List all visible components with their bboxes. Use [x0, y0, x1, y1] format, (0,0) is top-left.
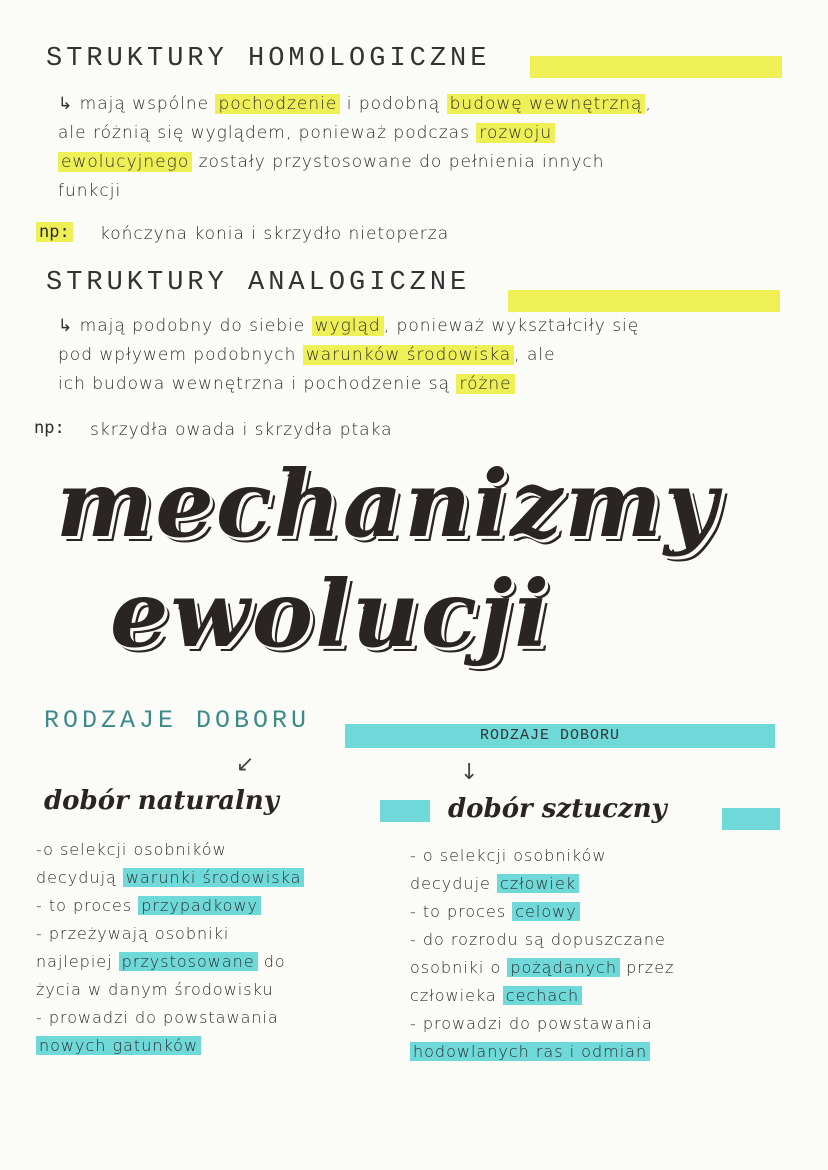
highlighted-term: pochodzenie — [215, 94, 340, 114]
text-segment: do — [257, 952, 286, 971]
list-line — [36, 1032, 416, 1060]
title-line-1: mechanizmy — [56, 450, 720, 558]
analogous-description — [58, 312, 798, 399]
text-segment: - to proces — [36, 896, 139, 915]
text-segment: - to proces — [410, 902, 513, 921]
homologous-example-label: np: — [36, 222, 73, 242]
list-line — [410, 982, 810, 1010]
text-segment: człowieka — [410, 986, 503, 1005]
list-line — [36, 1004, 416, 1032]
text-segment: najlepiej — [36, 952, 119, 971]
text-segment: pod wpływem podobnych — [58, 345, 303, 365]
text-segment: - o selekcji osobników — [410, 846, 607, 865]
text-segment: funkcji — [58, 181, 122, 201]
highlighted-term: pożądanych — [507, 958, 620, 977]
highlighted-term: przystosowane — [119, 952, 258, 971]
arrow-down-left-icon: ↙ — [236, 752, 255, 777]
text-segment: , ponieważ wykształciły się — [383, 316, 640, 336]
text-segment: , — [645, 94, 652, 114]
list-line — [410, 1038, 810, 1066]
text-line — [58, 90, 798, 119]
highlighted-term: nowych gatunków — [36, 1036, 201, 1055]
title-line-2: ewolucji — [110, 560, 552, 668]
list-line — [36, 948, 416, 976]
artificial-title-bar — [722, 808, 780, 830]
list-line — [410, 842, 810, 870]
text-segment: ich budowa wewnętrzna i pochodzenie są — [58, 374, 457, 394]
text-segment: i podobną — [340, 94, 447, 114]
text-line — [58, 341, 798, 370]
homologous-example: kończyna konia i skrzydło nietoperza — [100, 224, 450, 244]
text-segment: - przeżywają osobniki — [36, 924, 230, 943]
text-segment: -o selekcji osobników — [36, 840, 227, 859]
list-line — [36, 864, 416, 892]
highlighted-term: budowę wewnętrzną — [447, 94, 646, 114]
artificial-selection-title: dobór sztuczny — [448, 794, 667, 824]
natural-selection-list — [36, 836, 416, 1060]
highlighted-term: celowy — [512, 902, 579, 921]
text-segment: osobniki o — [410, 958, 508, 977]
analogous-example: skrzydła owada i skrzydła ptaka — [90, 420, 393, 440]
list-line — [410, 898, 810, 926]
analogous-heading: STRUKTURY ANALOGICZNE — [46, 268, 471, 298]
highlighted-term: człowiek — [497, 874, 579, 893]
text-segment: zostały przystosowane do pełnienia innych — [192, 152, 605, 172]
homologous-heading: STRUKTURY HOMOLOGICZNE — [46, 44, 491, 74]
list-line — [36, 836, 416, 864]
selection-bar-label: RODZAJE DOBORU — [480, 727, 621, 744]
highlighted-term: ewolucyjnego — [58, 152, 192, 172]
text-segment: , ale — [514, 345, 556, 365]
list-line — [410, 1010, 810, 1038]
list-line — [410, 954, 810, 982]
highlighted-term: hodowlanych ras i odmian — [410, 1042, 650, 1061]
list-line — [410, 870, 810, 898]
arrow-down-icon: ↓ — [460, 760, 479, 785]
text-segment: - do rozrodu są dopuszczane — [410, 930, 666, 949]
list-line — [36, 920, 416, 948]
highlighted-term: rozwoju — [476, 123, 555, 143]
text-segment: - prowadzi do powstawania — [36, 1008, 279, 1027]
highlighted-term: wygląd — [312, 316, 384, 336]
natural-selection-title: dobór naturalny — [44, 786, 279, 816]
text-line — [58, 177, 798, 206]
text-segment: decyduje — [410, 874, 497, 893]
highlighted-term: warunki środowiska — [123, 868, 305, 887]
homologous-heading-bar — [530, 56, 782, 78]
highlighted-term: cechach — [503, 986, 582, 1005]
text-segment: ↳ mają podobny do siebie — [58, 316, 312, 336]
highlighted-term: przypadkowy — [138, 896, 261, 915]
analogous-heading-bar — [508, 290, 780, 312]
selection-heading: RODZAJE DOBORU — [44, 706, 311, 735]
text-line — [58, 148, 798, 177]
highlighted-term: warunków środowiska — [303, 345, 514, 365]
list-line — [410, 926, 810, 954]
text-segment: przez — [619, 958, 675, 977]
text-segment: życia w danym środowisku — [36, 980, 274, 999]
text-segment: ale różnią się wyglądem, ponieważ podczas — [58, 123, 477, 143]
text-segment: decydują — [36, 868, 123, 887]
highlighted-term: różne — [456, 374, 514, 394]
text-line — [58, 119, 798, 148]
homologous-description — [58, 90, 798, 206]
list-line — [36, 892, 416, 920]
analogous-example-label: np: — [34, 418, 65, 438]
text-line — [58, 312, 798, 341]
artificial-selection-list — [410, 842, 810, 1066]
text-segment: - prowadzi do powstawania — [410, 1014, 653, 1033]
text-line — [58, 370, 798, 399]
list-line — [36, 976, 416, 1004]
text-segment: ↳ mają wspólne — [58, 94, 216, 114]
natural-title-bar — [380, 800, 430, 822]
